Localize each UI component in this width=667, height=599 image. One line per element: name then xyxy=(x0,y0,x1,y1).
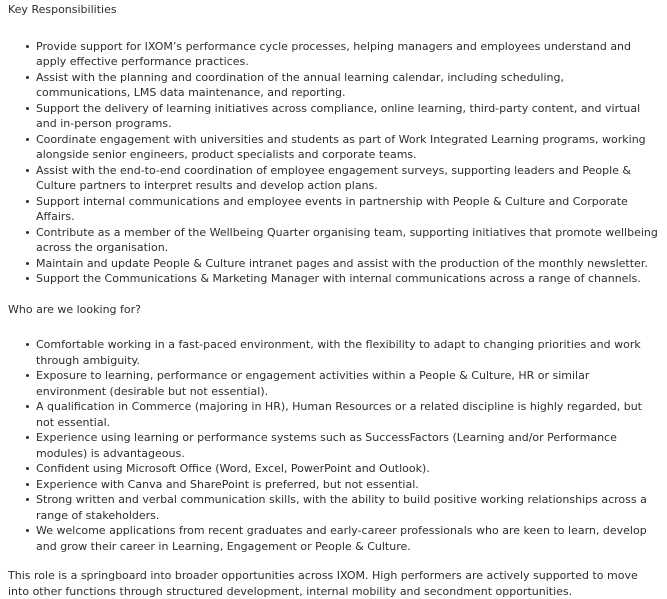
list-item: Assist with the planning and coordination of the annual learning calendar, including scheduling, communications, LMS data maintenance, and reporting. xyxy=(36,70,659,101)
list-item: Provide support for IXOM’s performance cycle processes, helping managers and employees understand and apply effective performance practices. xyxy=(36,39,659,70)
list-item: Coordinate engagement with universities and students as part of Work Integrated Learning programs, working alongside senior engineers, product specialists and corporate teams. xyxy=(36,132,659,163)
list-item: We welcome applications from recent graduates and early-career professionals who are keen to learn, develop and grow their career in Learning, Engagement or People & Culture. xyxy=(36,523,659,554)
section-heading-looking-for: Who are we looking for? xyxy=(8,302,141,316)
list-item: Strong written and verbal communication skills, with the ability to build positive working relationships across a range of stakeholders. xyxy=(36,492,659,523)
list-item: Support internal communications and employee events in partnership with People & Culture and Corporate Affairs. xyxy=(36,194,659,225)
list-item: Experience using learning or performance systems such as SuccessFactors (Learning and/or Performance modules) is advantageous. xyxy=(36,430,659,461)
responsibilities-list xyxy=(8,39,659,287)
list-item: Contribute as a member of the Wellbeing Quarter organising team, supporting initiatives that promote wellbeing across the organisation. xyxy=(36,225,658,254)
list-item: Support the delivery of learning initiatives across compliance, online learning, third-party content, and virtual and in-person programs. xyxy=(36,101,659,132)
list-item: Comfortable working in a fast-paced environment, with the flexibility to adapt to changing priorities and work through ambiguity. xyxy=(36,337,659,368)
section-heading-responsibilities: Key Responsibilities xyxy=(8,3,117,16)
list-item: Maintain and update People & Culture intranet pages and assist with the production of the monthly newsletter. xyxy=(36,256,659,272)
list-item: Experience with Canva and SharePoint is preferred, but not essential. xyxy=(36,477,659,493)
list-item: Exposure to learning, performance or engagement activities within a People & Culture, HR or similar environment (desirable but not essential). xyxy=(36,368,659,399)
closing-paragraph: This role is a springboard into broader opportunities across IXOM. High performers are actively supported to move into other functions through structured development, internal mobility and secondment opportunities. xyxy=(8,569,638,598)
list-item: Assist with the end-to-end coordination of employee engagement surveys, supporting leaders and People & Culture partners to interpret results and develop action plans. xyxy=(36,163,659,194)
list-item: A qualification in Commerce (majoring in HR), Human Resources or a related discipline is highly regarded, but not essential. xyxy=(36,399,659,430)
list-item: Support the Communications & Marketing Manager with internal communications across a range of channels. xyxy=(36,271,659,287)
list-item: Confident using Microsoft Office (Word, Excel, PowerPoint and Outlook). xyxy=(36,461,659,477)
looking-for-list xyxy=(8,337,659,554)
